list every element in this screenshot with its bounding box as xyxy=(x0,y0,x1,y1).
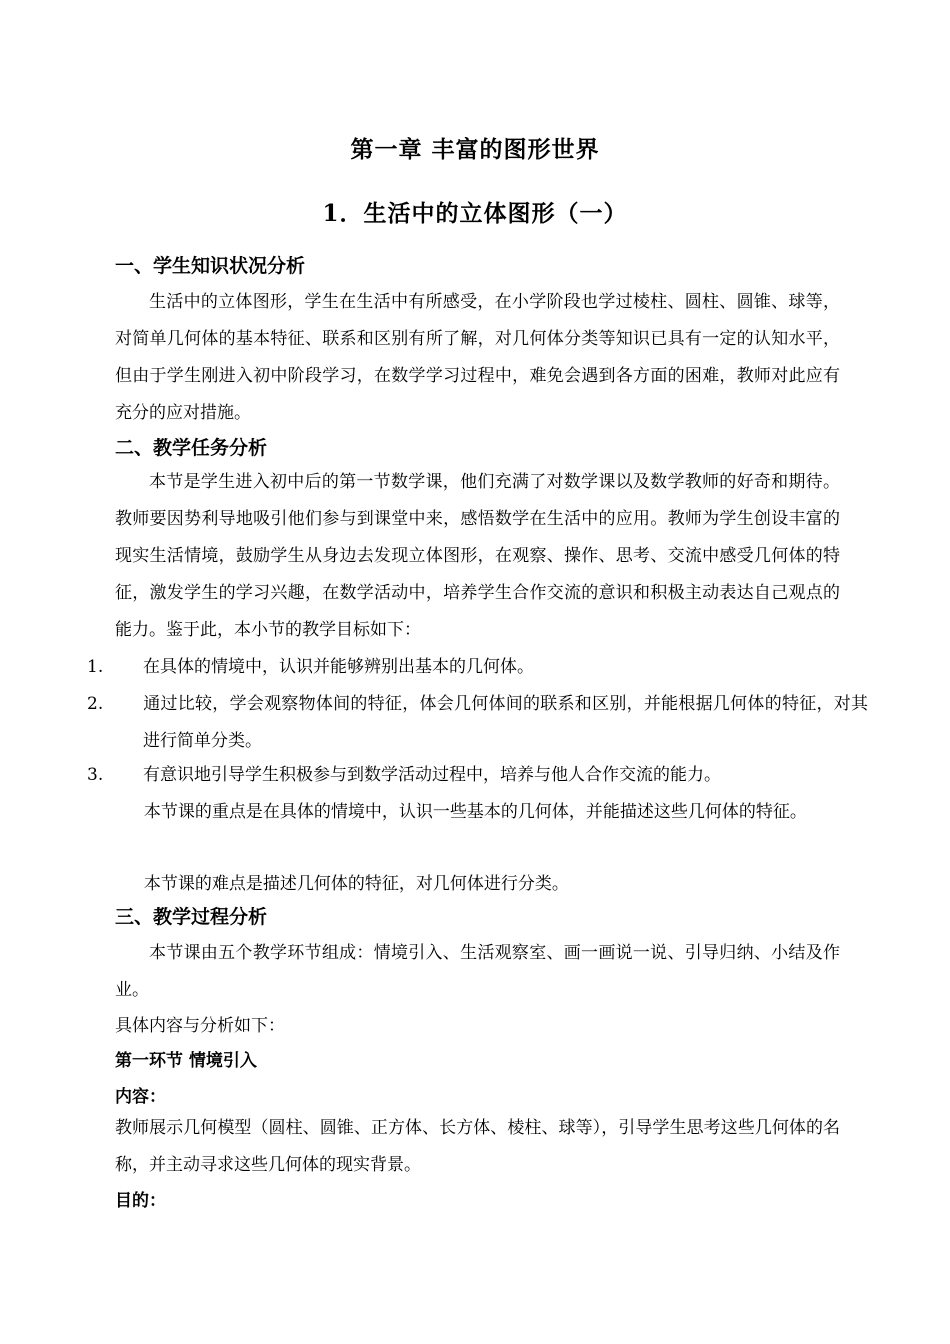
paragraph-difficulty: 本节课的难点是描述几何体的特征，对几何体进行分类。 xyxy=(143,874,569,894)
label-content: 内容： xyxy=(115,1087,166,1107)
list-item-goal-2 xyxy=(87,686,868,760)
paragraph-key-point: 本节课的重点是在具体的情境中，认识一些基本的几何体，并能描述这些几何体的特征。 xyxy=(143,802,807,822)
chapter-title: 第一章 丰富的图形世界 xyxy=(350,136,600,163)
list-text: 有意识地引导学生积极参与到数学活动过程中，培养与他人合作交流的能力。 xyxy=(143,765,721,785)
list-number: 3. xyxy=(87,765,104,785)
heading-student-knowledge: 一、学生知识状况分析 xyxy=(115,255,306,277)
list-text: 在具体的情境中，认识并能够辨别出基本的几何体。 xyxy=(143,657,534,677)
paragraph-details-intro: 具体内容与分析如下： xyxy=(115,1016,285,1036)
list-item-goal-1 xyxy=(87,649,868,686)
paragraph-teaching-task: 本节是学生进入初中后的第一节数学课，他们充满了对数学课以及数学教师的好奇和期待。教师要因势利导地吸引他们参与到课堂中来，感悟数学在生活中的应用。教师为学生创设丰富的现实生活情境，鼓励学生从身边去发现立体图形，在观察、操作、思考、交流中感受几何体的特征，激发学生的学习兴趣，在数学活动中，培养学生合作交流的意识和积极主动表达自己观点的能力。鉴于此，本小节的教学目标如下： xyxy=(115,472,840,640)
label-purpose: 目的： xyxy=(115,1191,166,1211)
heading-teaching-task: 二、教学任务分析 xyxy=(115,437,268,459)
list-number: 1. xyxy=(87,657,104,677)
paragraph-teaching-process: 本节课由五个教学环节组成：情境引入、生活观察室、画一画说一说、引导归纳、小结及作业。 xyxy=(115,943,840,1000)
subheading-stage-one: 第一环节 情境引入 xyxy=(115,1051,257,1071)
list-text: 通过比较，学会观察物体间的特征，体会几何体间的联系和区别，并能根据几何体的特征，对其进行简单分类。 xyxy=(143,694,868,751)
heading-teaching-process: 三、教学过程分析 xyxy=(115,906,268,928)
list-number: 2. xyxy=(87,694,104,714)
paragraph-student-knowledge: 生活中的立体图形，学生在生活中有所感受，在小学阶段也学过棱柱、圆柱、圆锥、球等，对简单几何体的基本特征、联系和区别有所了解，对几何体分类等知识已具有一定的认知水平，但由于学生刚进入初中阶段学习，在数学学习过程中，难免会遇到各方面的困难，教师对此应有充分的应对措施。 xyxy=(115,292,840,423)
list-item-goal-3 xyxy=(87,757,868,794)
paragraph-content: 教师展示几何模型（圆柱、圆锥、正方体、长方体、棱柱、球等），引导学生思考这些几何体的名称，并主动寻求这些几何体的现实背景。 xyxy=(115,1118,840,1175)
section-title: 1．生活中的立体图形（一） xyxy=(322,200,628,227)
